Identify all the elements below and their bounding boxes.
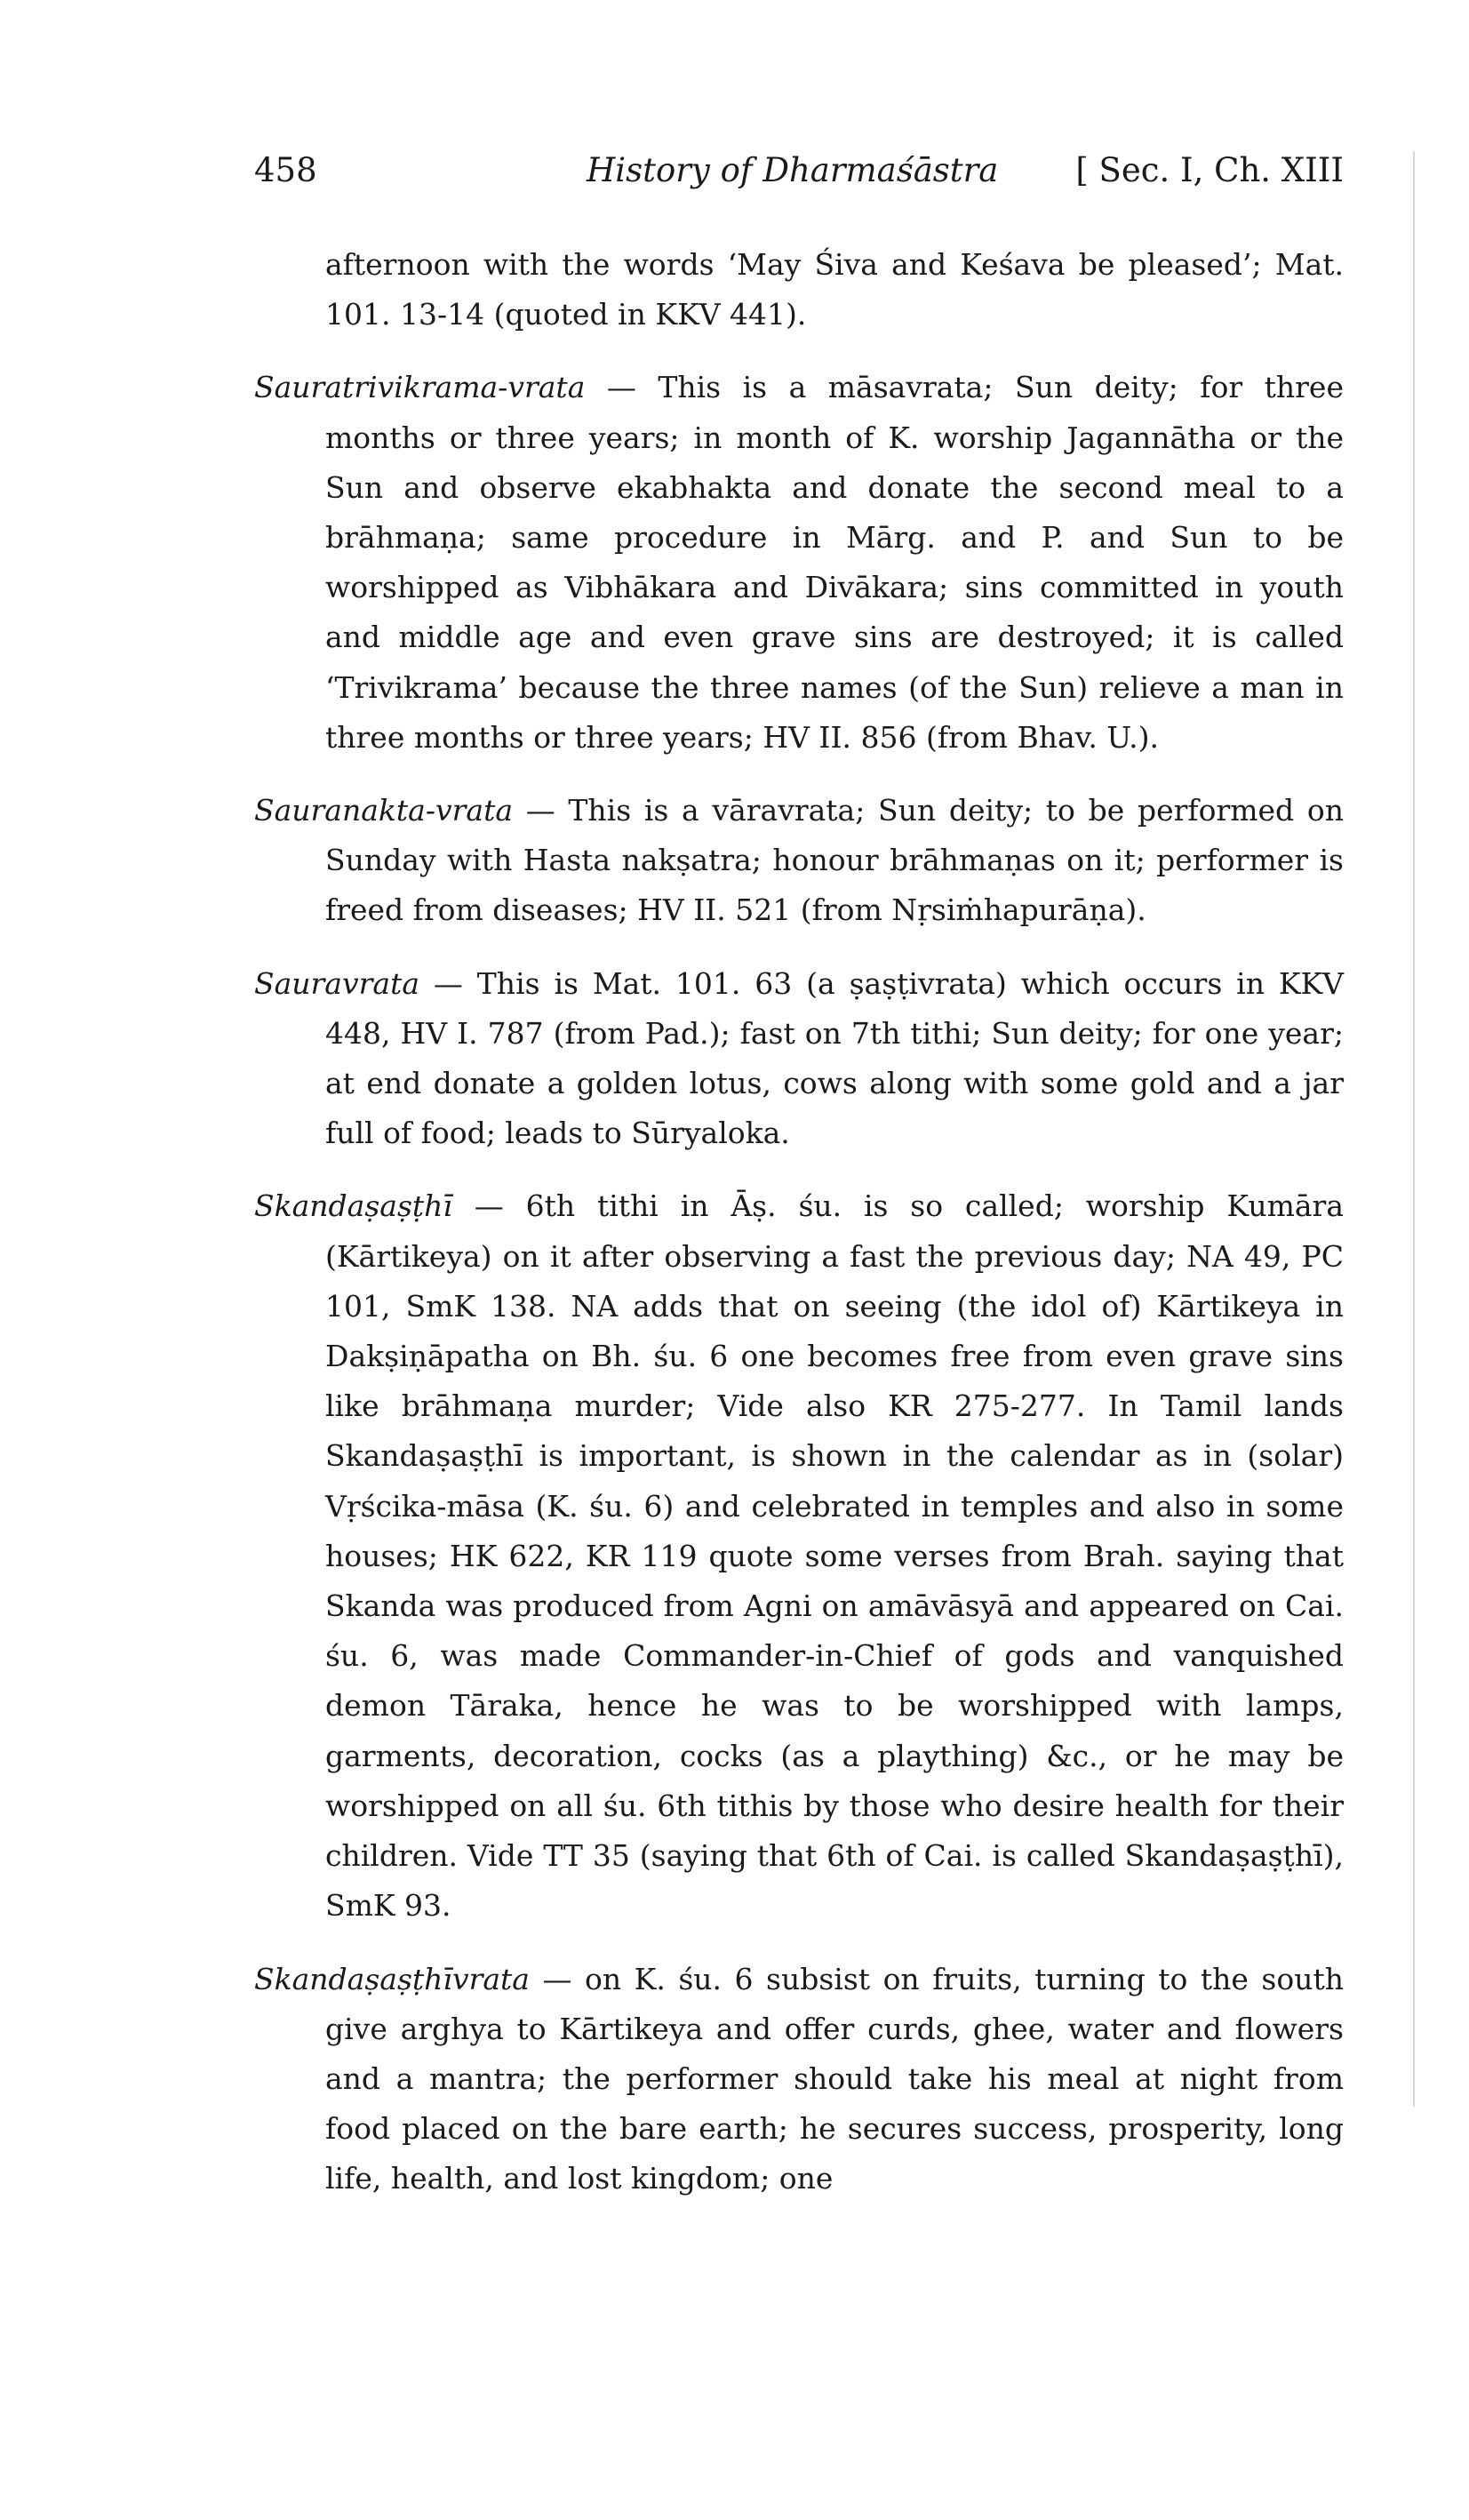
entry-sauravrata bbox=[254, 959, 1344, 1159]
entry-headword: Sauravrata bbox=[254, 965, 420, 1001]
page-number: 458 bbox=[254, 151, 317, 189]
book-title: History of Dharmaśāstra bbox=[587, 151, 999, 189]
entry-text: — This is Mat. 101. 63 (a ṣaṣṭivrata) which occurs in KKV 448, HV I. 787 (from Pad.); fast on 7th tithi; Sun deity; for one year; at end donate a golden lotus, cows along with some gold and a jar full of food; leads to Sūryaloka. bbox=[325, 965, 1344, 1151]
entry-continuation bbox=[254, 240, 1344, 340]
running-head bbox=[254, 151, 1344, 204]
section-reference: [ Sec. I, Ch. XIII bbox=[1075, 151, 1344, 189]
entry-paragraph bbox=[254, 786, 1344, 936]
page-edge-shadow bbox=[1413, 151, 1415, 2107]
entry-paragraph bbox=[254, 1181, 1344, 1931]
entry-text: — This is a vāravrata; Sun deity; to be performed on Sunday with Hasta nakṣatra; honour brāhmaṇas on it; performer is freed from diseases; HV II. 521 (from Nṛsiṁhapurāṇa). bbox=[325, 793, 1344, 928]
entry-text: — on K. śu. 6 subsist on fruits, turning to the south give arghya to Kārtikeya and offer curds, ghee, water and flowers and a mantra; the performer should take his meal at night from food placed on the bare earth; he secures success, prosperity, long life, health, and lost kingdom; one bbox=[325, 1961, 1344, 2196]
body-text bbox=[254, 240, 1344, 2228]
entry-paragraph bbox=[254, 1955, 1344, 2204]
entry-skandasasthivrata bbox=[254, 1955, 1344, 2204]
entry-sauranakta-vrata bbox=[254, 786, 1344, 936]
entry-text: afternoon with the words ‘May Śiva and Keśava be pleased’; Mat. 101. 13-14 (quoted in KKV 441). bbox=[325, 247, 1344, 332]
entry-sauratrivikrama-vrata bbox=[254, 363, 1344, 763]
entry-text: — This is a māsavrata; Sun deity; for three months or three years; in month of K. worship Jagannātha or the Sun and observe ekabhakta and donate the second meal to a brāhmaṇa; same procedure in Mārg. and P. and Sun to be worshipped as Vibhākara and Divākara; sins committed in youth and middle age and even grave sins are destroyed; it is called ‘Trivikrama’ because the three names (of the Sun) relieve a man in three months or three years; HV II. 856 (from Bhav. U.). bbox=[325, 370, 1344, 755]
entry-paragraph bbox=[254, 959, 1344, 1159]
entry-headword: Skandaṣaṣṭhī bbox=[254, 1188, 452, 1224]
entry-headword: Sauranakta-vrata bbox=[254, 793, 514, 828]
entry-headword: Skandaṣaṣṭhīvrata bbox=[254, 1961, 530, 1996]
entry-skandasasthi bbox=[254, 1181, 1344, 1931]
entry-paragraph bbox=[254, 363, 1344, 763]
entry-headword: Sauratrivikrama-vrata bbox=[254, 370, 586, 405]
entry-text: — 6th tithi in Āṣ. śu. is so called; worship Kumāra (Kārtikeya) on it after observing a fast the previous day; NA 49, PC 101, SmK 138. NA adds that on seeing (the idol of) Kārtikeya in Dakṣiṇāpatha on Bh. śu. 6 one becomes free from even grave sins like brāhmaṇa murder; Vide also KR 275-277. In Tamil lands Skandaṣaṣṭhī is important, is shown in the calendar as in (solar) Vṛścika-māsa (K. śu. 6) and celebrated in temples and also in some houses; HK 622, KR 119 quote some verses from Brah. saying that Skanda was produced from Agni on amāvāsyā and appeared on Cai. śu. 6, was made Commander-in-Chief of gods and vanquished demon Tāraka, hence he was to be worshipped with lamps, garments, decoration, cocks (as a plaything) &c., or he may be worshipped on all śu. 6th tithis by those who desire health for their children. Vide TT 35 (saying that 6th of Cai. is called Skandaṣaṣṭhī), SmK 93. bbox=[325, 1188, 1344, 1924]
